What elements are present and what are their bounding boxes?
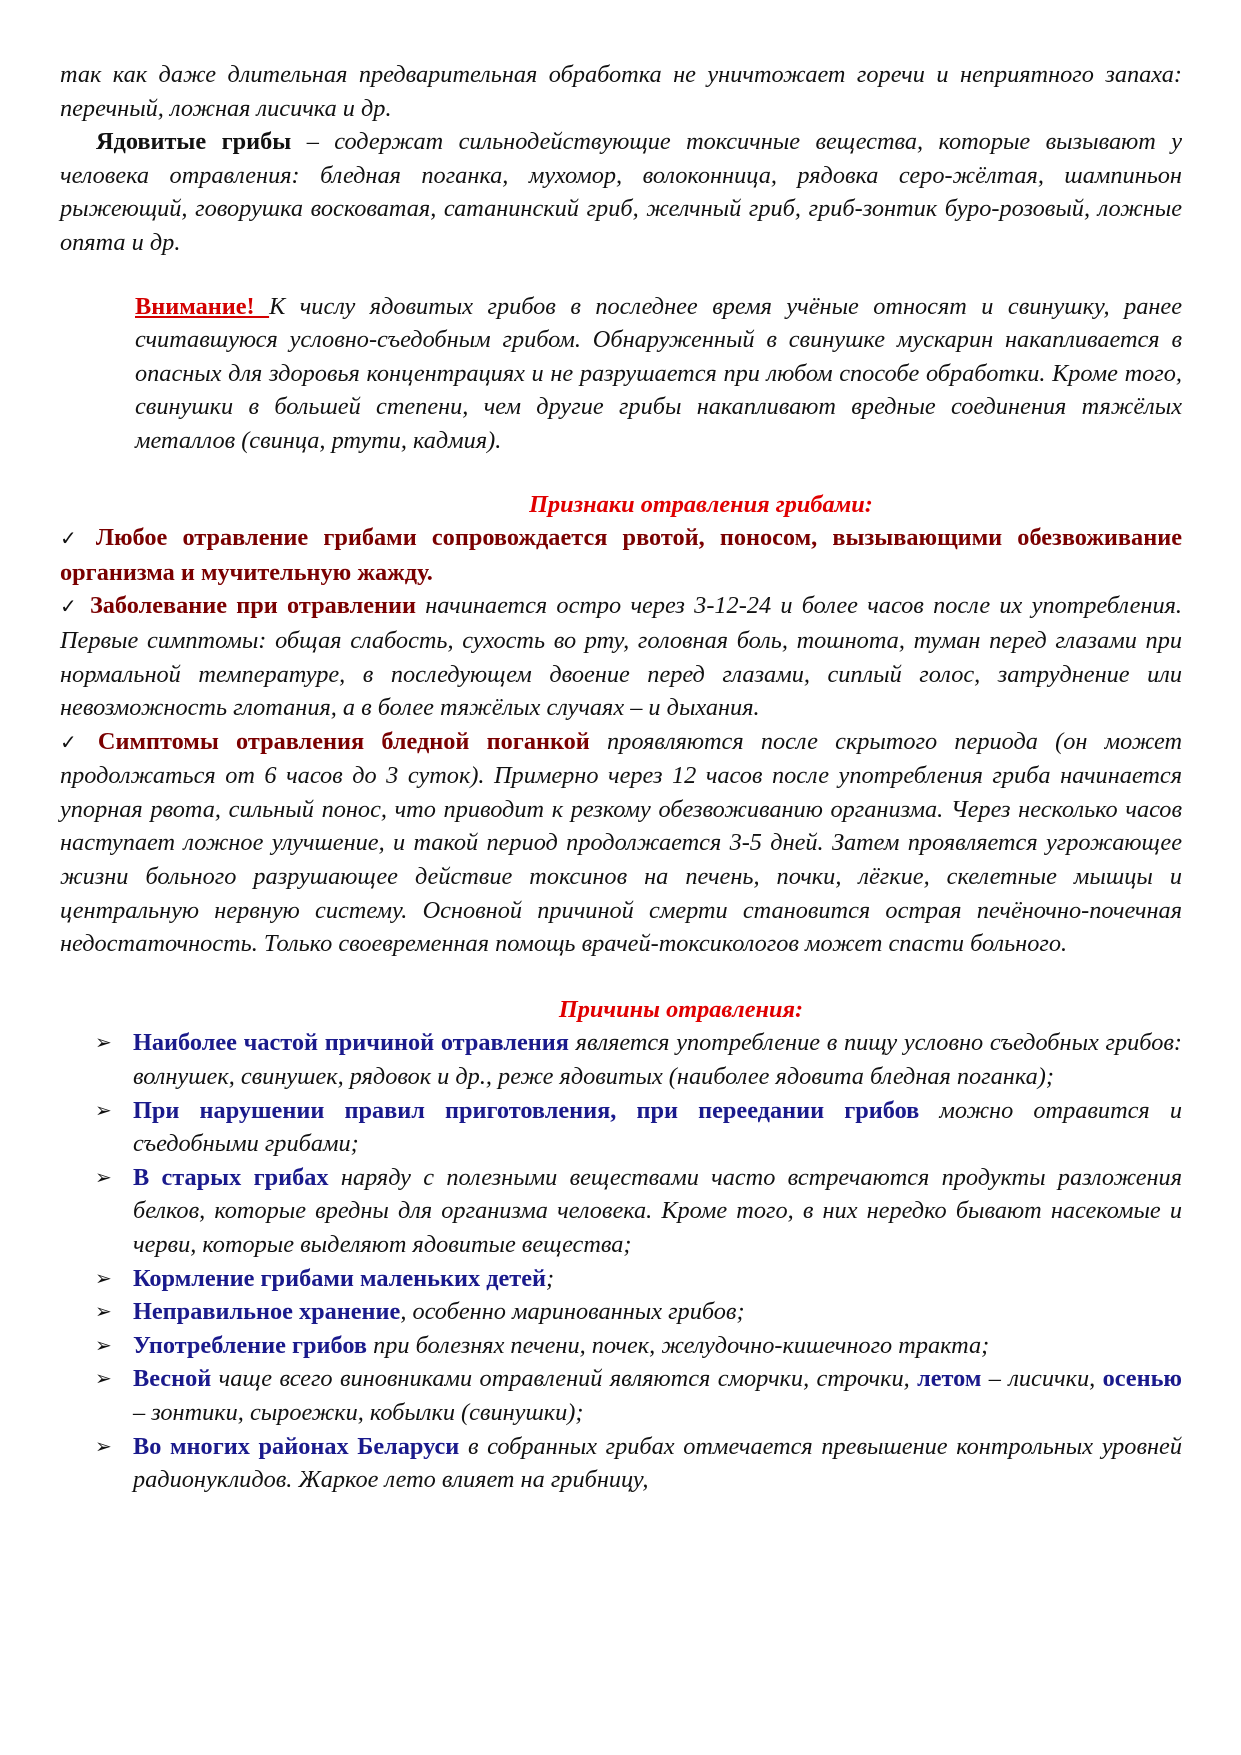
cause-item — [95, 1430, 1182, 1497]
sign-item-text: начинается остро через 3-12-24 и более часов после их употребления. Первые симптомы: общая слабость, сухость во рту, головная боль, тошнота, туман перед глазами при нормальной температуре, в последующем двоение перед глазами, сиплый голос, затруднение или невозможность глотания, а в более тяжёлых случаях – и дыхания. — [60, 592, 1182, 722]
cause-bold: Неправильное хранение — [133, 1298, 401, 1326]
cause-bold: Весной — [133, 1365, 212, 1393]
sign-item-bold: Симптомы отравления бледной поганкой — [97, 727, 590, 755]
cause-bold: Употребление грибов — [133, 1331, 368, 1359]
arrow-bullet-icon: ➢ — [95, 1433, 112, 1458]
intro-paragraph: так как даже длительная предварительная обработка не уничтожает горечи и неприятного запаха: перечный, ложная лисичка и др. — [60, 61, 1182, 122]
cause-bold: При нарушении правил приготовления, при переедании грибов — [133, 1096, 920, 1124]
cause-text: в собранных грибах отмечается превышение контрольных уровней радионуклидов. Жаркое лето влияет на грибницу, — [133, 1432, 1182, 1494]
signs-heading: Признаки отравления грибами: — [529, 490, 873, 518]
warning-paragraph — [135, 290, 1182, 458]
cause-item — [95, 1094, 1182, 1161]
cause-text: чаще всего виновниками отравлений являются сморчки, строчки, — [211, 1365, 918, 1393]
cause-bold: Во многих районах Беларуси — [133, 1432, 460, 1460]
poisonous-mushrooms-paragraph — [60, 125, 1182, 259]
cause-text: наряду с полезными веществами часто встречаются продукты разложения белков, которые вредны для организма человека. Кроме того, в них нередко бывают насекомые и черви, которые выделяют ядовитые вещества; — [133, 1163, 1182, 1258]
causes-list — [60, 1026, 1182, 1496]
arrow-bullet-icon: ➢ — [95, 1030, 112, 1055]
cause-text: ; — [546, 1264, 555, 1292]
sign-item — [60, 589, 1182, 724]
cause-item — [95, 1329, 1182, 1363]
causes-heading: Причины отравления: — [558, 995, 804, 1023]
sign-item-text: проявляются после скрытого периода (он может продолжаться от 6 часов до 3 суток). Примерно через 12 часов после употребления гриба начинается упорная рвота, сильный понос, что приводит к резкому обезвоживанию организма. Через несколько часов наступает ложное улучшение, и такой период продолжается 3-5 дней. Затем проявляется угрожающее жизни больного разрушающее действие токсинов на печень, почки, лёгкие, скелетные мышцы и центральную нервную систему. Основной причиной смерти становится острая печёночно-почечная недостаточность. Только своевременная помощь врачей-токсикологов может спасти больного. — [60, 727, 1182, 958]
cause-bold: Кормление грибами маленьких детей — [133, 1264, 547, 1292]
sign-item-bold: Заболевание при отравлении — [89, 592, 416, 620]
cause-item — [95, 1362, 1182, 1429]
sign-item — [60, 725, 1182, 961]
arrow-bullet-icon: ➢ — [95, 1265, 112, 1290]
arrow-bullet-icon: ➢ — [95, 1332, 112, 1357]
warning-label: Внимание! — [135, 292, 270, 320]
cause-item — [95, 1295, 1182, 1329]
sign-item — [60, 521, 1182, 589]
cause-item — [95, 1262, 1182, 1296]
cause-bold: Наиболее частой причиной отравления — [133, 1029, 569, 1057]
arrow-bullet-icon: ➢ — [95, 1097, 112, 1122]
poisonous-mushrooms-term: Ядовитые грибы — [96, 128, 292, 156]
cause-bold: В старых грибах — [133, 1163, 329, 1191]
cause-text: – лисички, — [981, 1365, 1103, 1393]
cause-text: при болезнях печени, почек, желудочно-кишечного тракта; — [367, 1331, 990, 1359]
warning-text: К числу ядовитых грибов в последнее время учёные относят и свинушку, ранее считавшуюся условно-съедобным грибом. Обнаруженный в свинушке мускарин накапливается в опасных для здоровья концентрациях и не разрушается при любом способе обработки. Кроме того, свинушки в большей степени, чем другие грибы накапливают вредные соединения тяжёлых металлов (свинца, ртути, кадмия). — [135, 292, 1182, 454]
cause-item — [95, 1161, 1182, 1262]
sign-item-bold: Любое отравление грибами сопровождается рвотой, поносом, вызывающими обезвоживание организма и мучительную жажду. — [60, 524, 1182, 586]
poisonous-mushrooms-text: – содержат сильнодействующие токсичные вещества, которые вызывают у человека отравления: бледная поганка, мухомор, волоконница, рядовка серо-жёлтая, шампиньон рыжеющий, говорушка восковатая, сатанинский гриб, желчный гриб, гриб-зонтик буро-розовый, ложные опята и др. — [60, 128, 1182, 256]
checkmark-icon: ✓ — [60, 526, 86, 551]
checkmark-icon: ✓ — [60, 594, 80, 619]
arrow-bullet-icon: ➢ — [95, 1366, 112, 1391]
cause-item — [95, 1026, 1182, 1093]
cause-text: является употребление в пищу условно съедобных грибов: волнушек, свинушек, рядовок и др., реже ядовитых (наиболее ядовита бледная поганка); — [133, 1029, 1182, 1091]
arrow-bullet-icon: ➢ — [95, 1164, 112, 1189]
document-page — [60, 58, 1182, 1497]
cause-text: , особенно маринованных грибов; — [400, 1298, 745, 1326]
checkmark-icon: ✓ — [60, 729, 88, 754]
cause-bold: летом — [917, 1365, 982, 1393]
cause-text: можно отравится и съедобными грибами; — [133, 1096, 1182, 1158]
arrow-bullet-icon: ➢ — [95, 1299, 112, 1324]
signs-list — [60, 521, 1182, 961]
cause-bold: осенью — [1102, 1365, 1182, 1393]
cause-text: – зонтики, сыроежки, кобылки (свинушки); — [133, 1398, 584, 1426]
